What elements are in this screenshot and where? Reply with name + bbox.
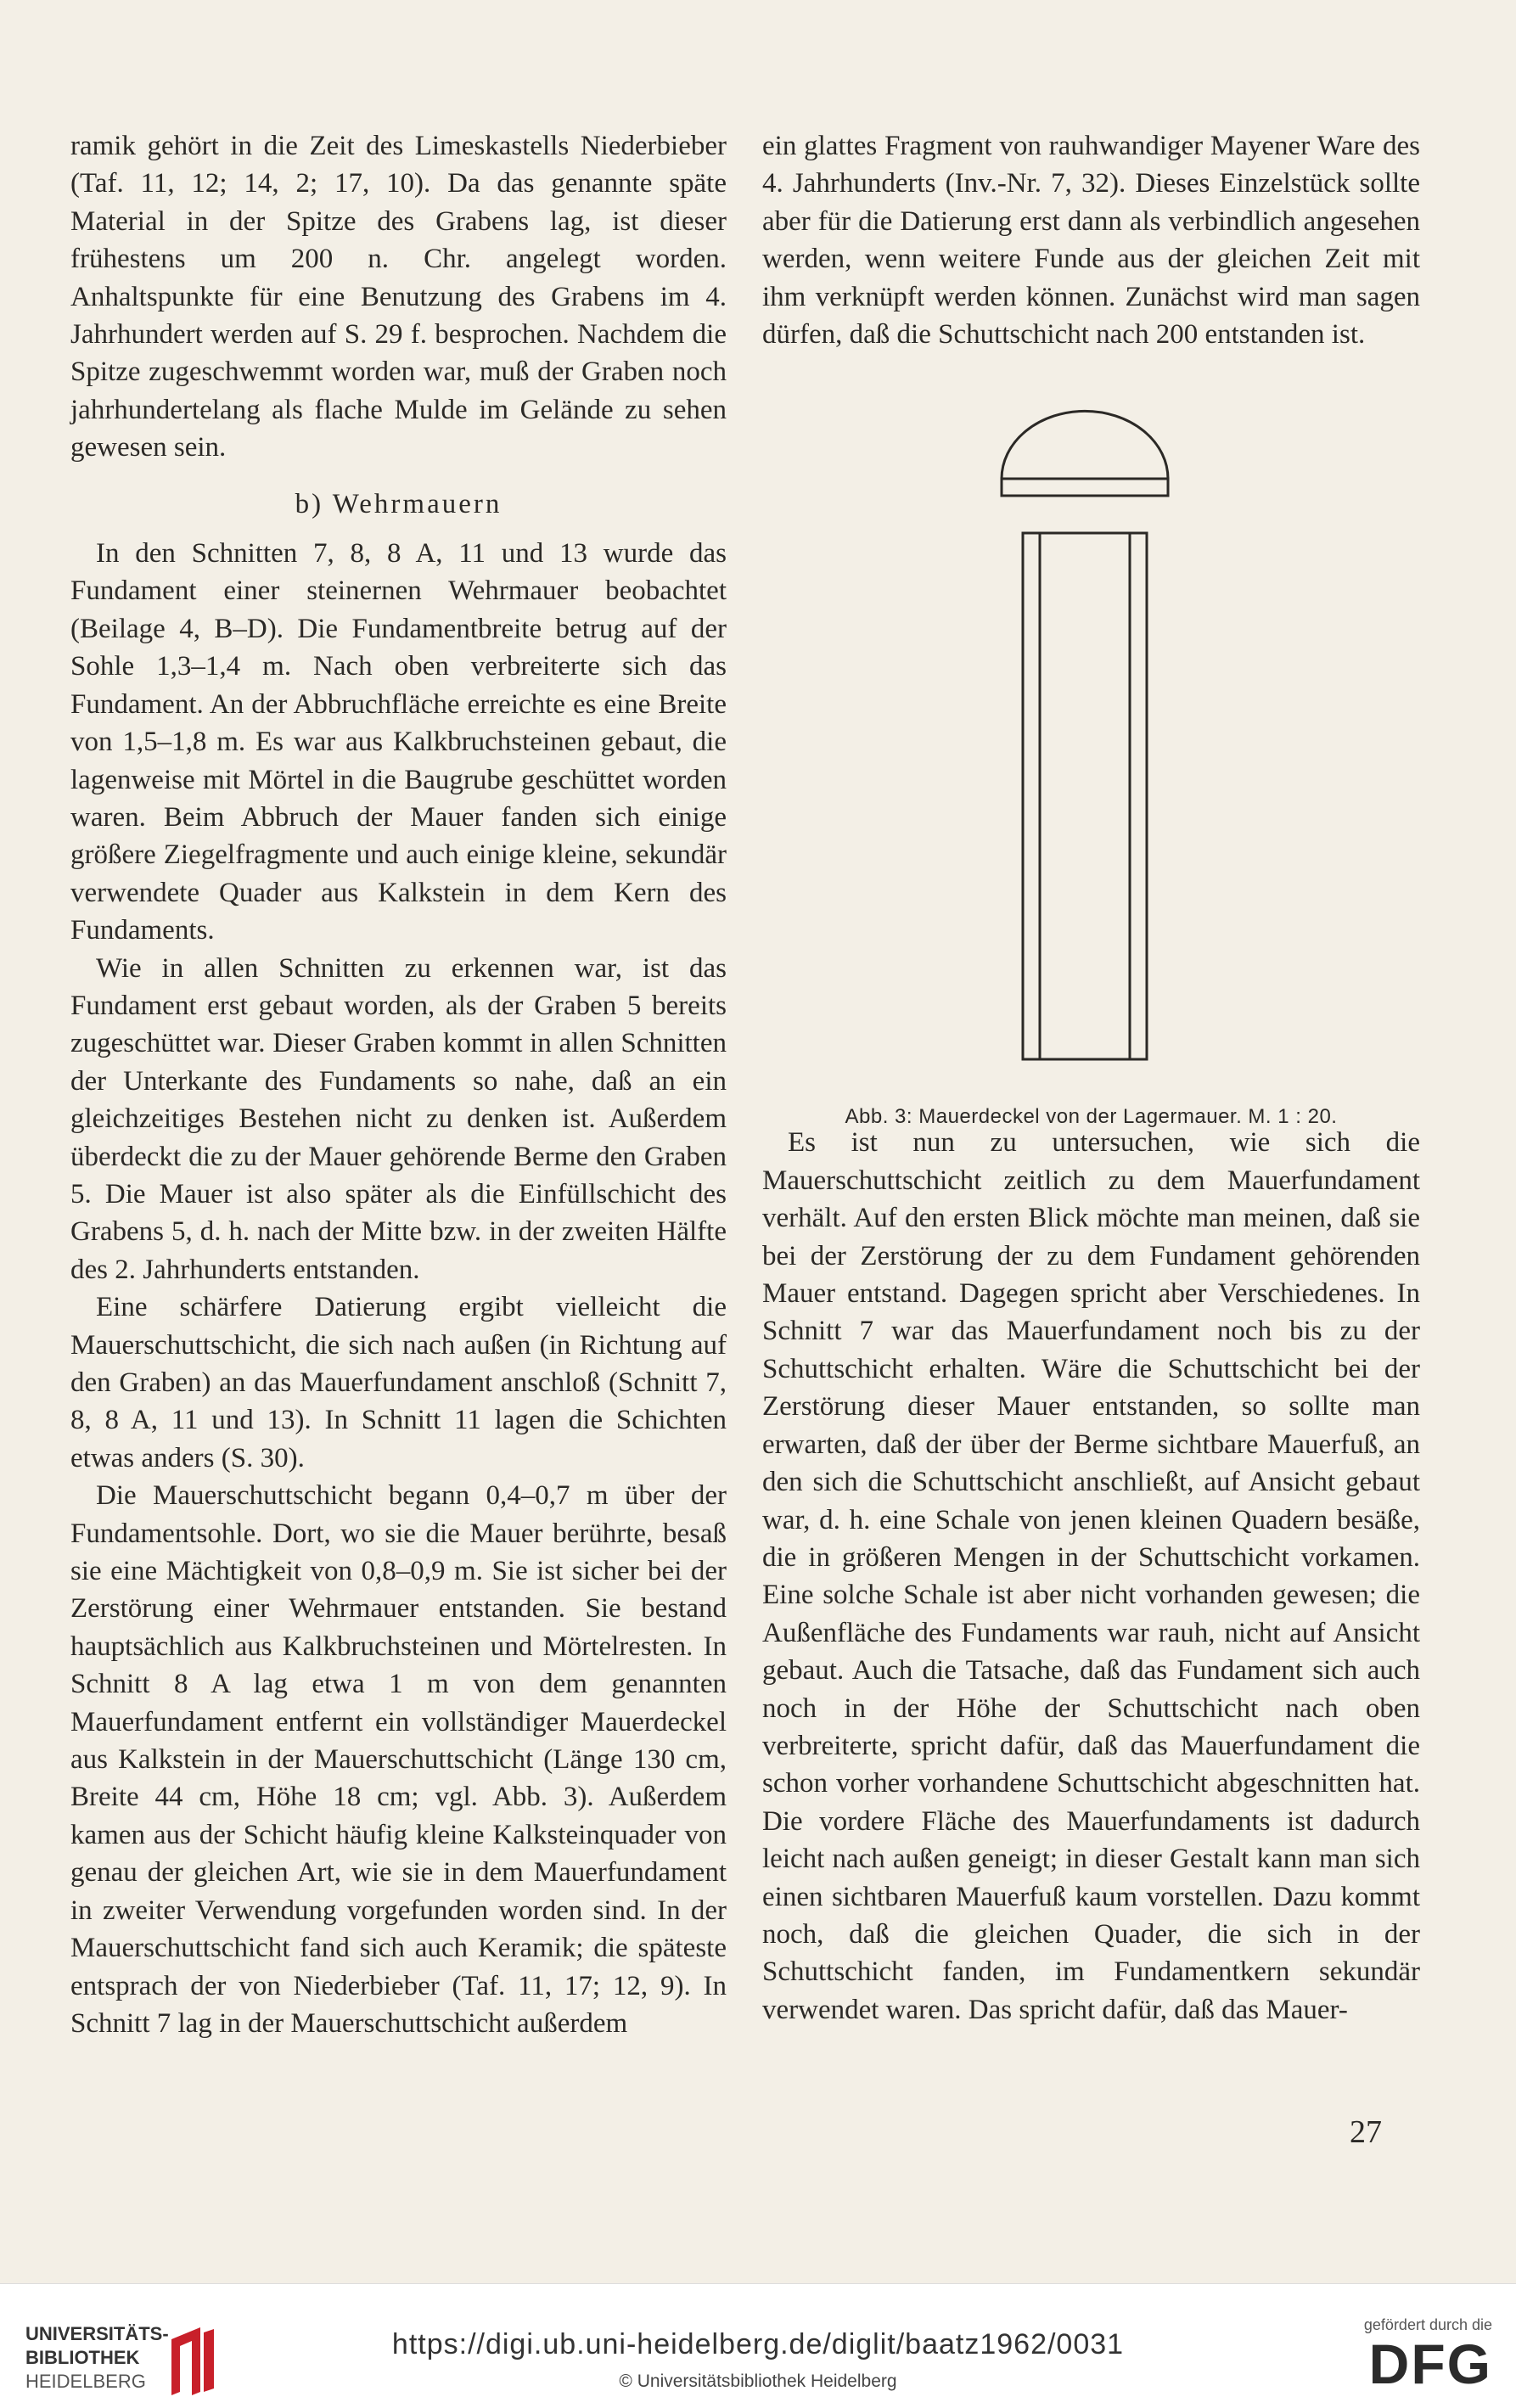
right-column bbox=[762, 127, 1420, 2029]
figure-mauerdeckel bbox=[762, 353, 1420, 1092]
paragraph: In den Schnitten 7, 8, 8 A, 11 und 13 wurde das Fundament einer steinernen Wehrmauer beobachtet (Beilage 4, B–D). Die Fundamentbreite betrug auf der Sohle 1,3–1,4 m. Nach oben verbreiterte sich das Fundament. An der Abbruchfläche erreichte es eine Breite von 1,5–1,8 m. Es war aus Kalkbruchsteinen gebaut, die lagenweise mit Mörtel in die Baugrube geschüttet worden waren. Beim Abbruch der Mauer fanden sich einige größere Ziegelfragmente und auch einige kleine, sekundär verwendete Quader aus Kalkstein in dem Kern des Fundaments. bbox=[70, 538, 727, 946]
paragraph: Die Mauerschuttschicht begann 0,4–0,7 m über der Fundamentsohle. Dort, wo sie die Mauer berührte, besaß sie eine Mächtigkeit von 0,8–0,9 m. Sie ist sicher bei der Zerstörung einer Wehrmauer entstanden. Sie bestand hauptsächlich aus Kalkbruchsteinen und Mörtelresten. In Schnitt 8 A lag etwa 1 m von dem genannten Mauerfundament entfernt ein vollständiger Mauerdeckel aus Kalkstein in der Mauerschuttschicht (Länge 130 cm, Breite 44 cm, Höhe 18 cm; vgl. Abb. 3). Außerdem kamen aus der Schicht häufig kleine Kalksteinquader von genau der gleichen Art, wie sie in dem Mauerfundament in zweiter Verwendung vorgefunden worden sind. In der Mauerschuttschicht fand sich auch Keramik; die späteste entsprach der von Niederbieber (Taf. 11, 17; 12, 9). In Schnitt 7 lag in der Mauerschuttschicht außerdem bbox=[70, 1480, 727, 2039]
permalink-url[interactable]: https://digi.ub.uni-heidelberg.de/diglit/baatz1962/0031 bbox=[391, 2328, 1125, 2360]
funded-by-label: gefördert durch die bbox=[1363, 2316, 1492, 2333]
paragraph: Es ist nun zu untersuchen, wie sich die Mauerschuttschicht zeitlich zu dem Mauerfundament verhält. Auf den ersten Blick möchte man meinen, daß sie bei der Zerstörung der zu dem Fundament gehörenden Mauer entstand. Dagegen spricht aber Verschiedenes. In Schnitt 7 war das Mauerfundament noch bis zu der Schuttschicht erhalten. Wäre die Schuttschicht bei der Zerstörung dieser Mauer entstanden, so sollte man erwarten, daß der über der Berme sichtbare Mauerfuß, an den sich die Schuttschicht anschließt, auf Ansicht gebaut war, d. h. eine Schale von jenen kleinen Quadern besäße, die in größeren Mengen in der Schuttschicht vorkamen. Eine solche Schale ist aber nicht vorhanden gewesen; die Außenfläche des Fundaments war rauh, nicht auf Ansicht gebaut. Auch die Tatsache, daß das Fundament sich auch noch in der Höhe der Schuttschicht nach oben verbreiterte, spricht dafür, daß das Mauerfundament die schon vorher vorhandene Schuttschicht abgeschnitten hat. Die vordere Fläche des Mauerfundaments ist dadurch leicht nach außen geneigt; in dieser Gestalt kann man sich einen sichtbaren Mauerfuß kaum vorstellen. Dazu kommt noch, daß die gleichen Quader, die sich in der Schuttschicht fanden, im Fundamentkern sekundär verwendet waren. Das spricht dafür, daß das Mauer- bbox=[762, 1127, 1420, 2025]
paragraph: Eine schärfere Datierung ergibt vielleicht die Mauerschuttschicht, die sich nach außen (in Richtung auf den Graben) an das Mauerfundament anschloß (Schnitt 7, 8, 8 A, 11 und 13). In Schnitt 11 lagen die Schichten etwas anders (S. 30). bbox=[70, 1292, 727, 1473]
paragraph: Wie in allen Schnitten zu erkennen war, ist das Fundament erst gebaut worden, als der Graben 5 bereits zugeschüttet war. Dieser Graben kommt in allen Schnitten der Unterkante des Fundaments so nahe, daß an ein gleichzeitiges Bestehen nicht zu denken ist. Außerdem überdeckt die zu der Mauer gehörende Berme den Graben 5. Die Mauer ist also später als die Einfüllschicht des Grabens 5, d. h. nach der Mitte bzw. in der zweiten Hälfte des 2. Jahrhunderts entstanden. bbox=[70, 952, 727, 1285]
figure-caption: Abb. 3: Mauerdeckel von der Lagermauer. M. 1 : 20. bbox=[845, 1105, 1338, 1128]
paragraph: ramik gehört in die Zeit des Limeskastells Niederbieber (Taf. 11, 12; 14, 2; 17, 10). Da das genannte späte Material in der Spitze des Grabens lag, ist dieser frühestens um 200 n. Chr. angelegt worden. Anhaltspunkte für eine Benutzung des Grabens im 4. Jahrhundert werden auf S. 29 f. besprochen. Nachdem die Spitze zugeschwemmt worden war, muß der Graben noch jahrhundertelang als flache Mulde im Gelände zu sehen gewesen sein. bbox=[70, 131, 727, 463]
copyright-notice: © Universitätsbibliothek Heidelberg bbox=[619, 2372, 897, 2391]
viewer-footer bbox=[0, 2283, 1516, 2408]
dfg-logo[interactable] bbox=[1339, 2316, 1492, 2394]
left-column bbox=[70, 127, 727, 2042]
section-heading: b) Wehrmauern bbox=[295, 488, 503, 519]
page-number: 27 bbox=[1350, 2114, 1382, 2150]
paragraph: ein glattes Fragment von rauhwandiger Mayener Ware des 4. Jahrhunderts (Inv.-Nr. 7, 32). Dieses Einzelstück sollte aber für die Datierung erst dann als verbindlich angesehen werden, wenn weitere Funde aus der gleichen Zeit mit ihm verknüpft werden können. Zunächst wird man sagen dürfen, daß die Schuttschicht nach 200 entstanden ist. bbox=[762, 131, 1420, 351]
dfg-wordmark: DFG bbox=[1368, 2332, 1492, 2395]
library-name: UNIVERSITÄTS- BIBLIOTHEK HEIDELBERG bbox=[25, 2323, 169, 2392]
mauerdeckel-drawing bbox=[762, 353, 1420, 1092]
